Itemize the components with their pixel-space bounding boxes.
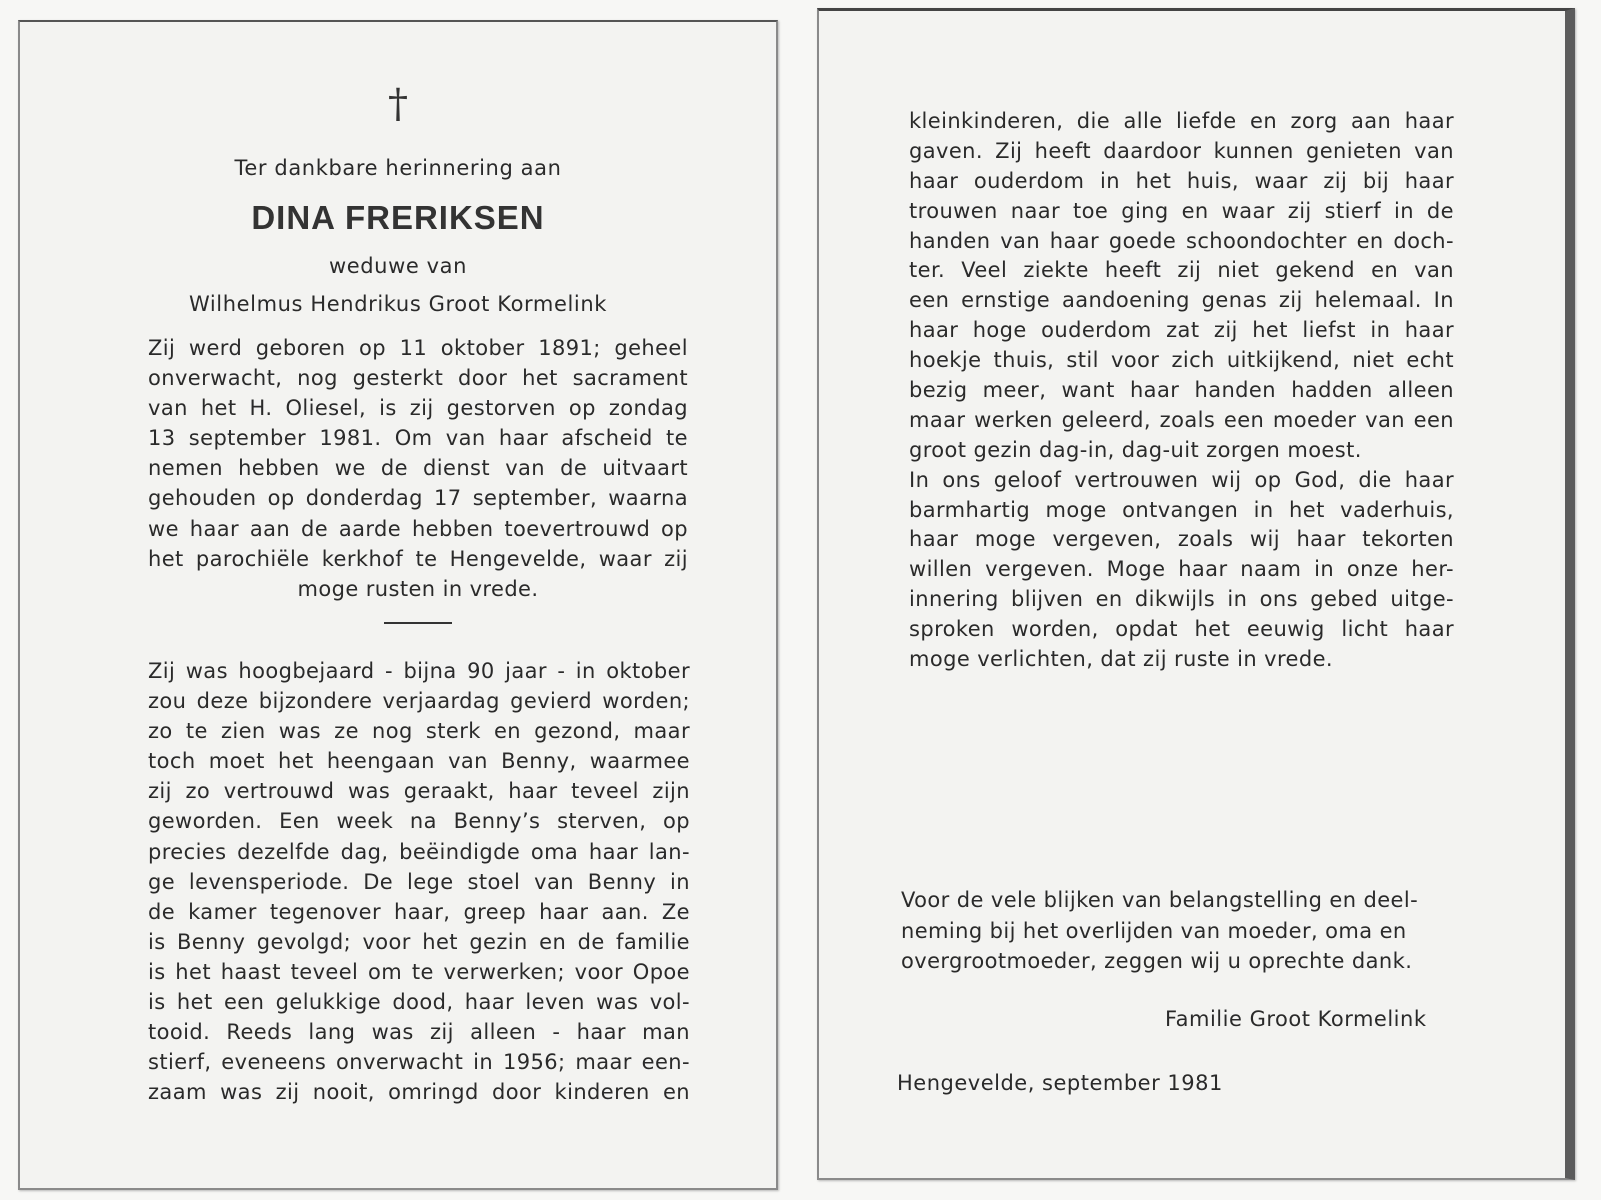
text-line: moge rusten in vrede. — [297, 576, 539, 601]
memorial-card-back — [817, 8, 1575, 1180]
text-line: haar moge vergeven, zoals wij haar tekorten — [909, 527, 1454, 552]
biography-paragraph — [148, 333, 688, 604]
text-line: neming bij het overlijden van moeder, oma en — [901, 918, 1407, 943]
text-line: is Benny gevolgd; voor het gezin en de familie — [148, 929, 690, 954]
text-line: In ons geloof vertrouwen wij op God, die haar — [909, 467, 1454, 492]
text-line: is het haast teveel om te verwerken; voor Opoe — [148, 959, 690, 984]
text-line: zij zo vertrouwd was geraakt, haar teveel zijn — [148, 779, 690, 804]
text-line: Zij was hoogbejaard - bijna 90 jaar - in oktober — [148, 659, 690, 683]
text-line: ge levensperiode. De lege stoel van Benny in — [148, 869, 690, 894]
text-line: willen vergeven. Moge haar naam in onze her- — [909, 557, 1454, 582]
text-line: sproken worden, opdat het eeuwig licht haar — [909, 617, 1454, 642]
text-line: de kamer tegenover haar, greep haar aan. Ze — [148, 899, 690, 924]
husband-name: Wilhelmus Hendrikus Groot Kormelink — [188, 292, 608, 316]
text-line: overgrootmoeder, zeggen wij u oprechte dank. — [901, 949, 1413, 973]
text-line: van het H. Oliesel, is zij gestorven op zondag — [148, 396, 688, 421]
text-line: het parochiële kerkhof te Hengevelde, waar zij — [148, 546, 688, 571]
text-line: nemen hebben we de dienst van de uitvaart — [148, 456, 688, 481]
family-signature: Familie Groot Kormelink — [1165, 1007, 1427, 1031]
text-line: handen van haar goede schoondochter en doch- — [909, 228, 1454, 253]
deceased-name: DINA FRERIKSEN — [251, 199, 545, 236]
text-line: maar werken geleerd, zoals een moeder van een — [909, 407, 1454, 432]
text-line: 13 september 1981. Om van haar afscheid te — [148, 426, 688, 451]
text-line: trouwen naar toe ging en waar zij stierf in de — [909, 198, 1454, 223]
widow-of-label: weduwe van — [328, 254, 468, 278]
dedication-heading: Ter dankbare herinnering aan — [234, 156, 562, 180]
memorial-card-front — [18, 20, 778, 1190]
text-line: haar ouderdom in het huis, waar zij bij haar — [909, 168, 1454, 193]
text-line: kleinkinderen, die alle liefde en zorg aan haar — [909, 109, 1454, 133]
text-line: geworden. Een week na Benny’s sterven, op — [148, 809, 690, 834]
text-line: haar hoge ouderdom zat zij het liefst in haar — [909, 318, 1454, 343]
text-line: hoekje thuis, stil voor zich uitkijkend, niet echt — [909, 348, 1454, 373]
text-line: een ernstige aandoening genas zij helemaal. In — [909, 288, 1454, 313]
text-line: bezig meer, want haar handen hadden alleen — [909, 378, 1454, 403]
text-line: Zij werd geboren op 11 oktober 1891; geheel — [148, 336, 688, 360]
place-date: Hengevelde, september 1981 — [897, 1071, 1223, 1095]
text-line: gehouden op donderdag 17 september, waarna — [148, 486, 688, 511]
text-line: onverwacht, nog gesterkt door het sacrament — [148, 366, 688, 391]
text-line: is het een gelukkige dood, haar leven was vol- — [148, 990, 690, 1015]
text-line: groot gezin dag-in, dag-uit zorgen moest. — [909, 437, 1362, 462]
text-line: barmhartig moge ontvangen in het vaderhuis, — [909, 497, 1454, 522]
text-line: innering blijven en dikwijls in ons gebed uitge- — [909, 587, 1454, 612]
prayer-paragraph — [909, 107, 1454, 675]
text-line: precies dezelfde dag, beëindigde oma haar lan- — [148, 839, 690, 864]
text-line: Voor de vele blijken van belangstelling en deel- — [901, 888, 1419, 912]
text-line: ter. Veel ziekte heeft zij niet gekend en van — [909, 258, 1454, 283]
text-line: moge verlichten, dat zij ruste in vrede. — [909, 647, 1334, 672]
reflection-paragraph — [148, 656, 690, 1107]
text-line: gaven. Zij heeft daardoor kunnen genieten van — [909, 138, 1454, 163]
text-line: stierf, eveneens onverwacht in 1956; maar een- — [148, 1050, 690, 1075]
divider — [384, 622, 452, 624]
text-line: zaam was zij nooit, omringd door kinderen en — [148, 1080, 690, 1105]
text-line: tooid. Reeds lang was zij alleen - haar man — [148, 1020, 690, 1045]
thanks-paragraph — [901, 885, 1434, 977]
text-line: toch moet het heengaan van Benny, waarmee — [148, 749, 690, 774]
text-line: zo te zien was ze nog sterk en gezond, maar — [148, 719, 690, 744]
text-line: zou deze bijzondere verjaardag gevierd worden; — [148, 689, 690, 714]
cross-icon: † — [388, 81, 408, 127]
text-line: we haar aan de aarde hebben toevertrouwd op — [148, 516, 688, 541]
